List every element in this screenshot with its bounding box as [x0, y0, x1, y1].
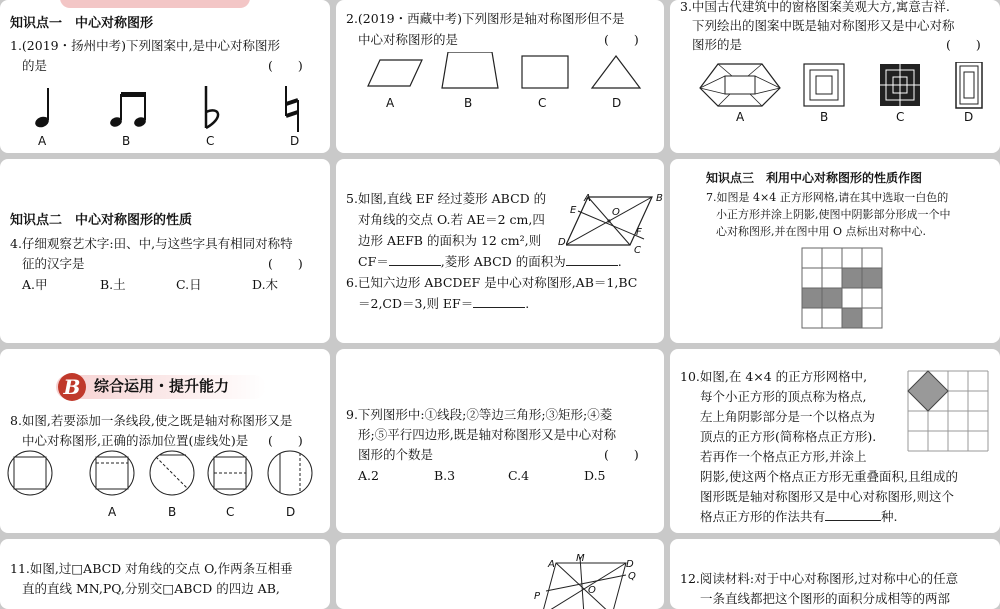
q9-choice-d: D.5	[584, 468, 606, 483]
grid-cell-white[interactable]	[802, 248, 822, 268]
tall-frame-icon	[956, 62, 982, 108]
fig5-label-e: E	[570, 205, 577, 216]
panel-q5-q6	[336, 159, 664, 343]
grid-cell-white[interactable]	[842, 248, 862, 268]
q2-option-d: D	[612, 96, 622, 110]
q2-text-line1: 2.(2019・西藏中考)下列图形是轴对称图形但不是	[346, 11, 625, 26]
triangle-shape	[592, 56, 640, 88]
q10-grid	[906, 369, 990, 453]
fig11-label-m: M	[576, 553, 585, 564]
panel-q11	[0, 539, 330, 609]
q1-option-b: B	[122, 134, 131, 148]
grid-cell-shaded[interactable]	[862, 268, 882, 288]
q10-text-line4: 顶点的正方形(简称格点正方形).	[700, 429, 877, 444]
q6-ef-blank[interactable]	[473, 295, 525, 308]
panel-q8	[0, 349, 330, 533]
q5-cf-label: CF＝	[358, 254, 389, 269]
fig5-label-c: C	[634, 245, 641, 256]
panel-q4	[0, 159, 330, 343]
badge-title: 综合运用・提升能力	[94, 377, 230, 395]
grid-cell-shaded[interactable]	[822, 288, 842, 308]
q8-option-c: C	[226, 505, 235, 519]
fan-window-icon	[700, 64, 780, 106]
fig11-label-o: O	[588, 585, 596, 596]
q10-text-line7: 图形既是轴对称图形又是中心对称图形,则这个	[700, 489, 954, 504]
grid-cell-white[interactable]	[842, 288, 862, 308]
q9-choice-c: C.4	[508, 468, 530, 483]
grid-cell-white[interactable]	[862, 308, 882, 328]
grid-cell-shaded[interactable]	[802, 288, 822, 308]
q9-choice-a: A.2	[358, 468, 379, 483]
grid-cell-white[interactable]	[802, 308, 822, 328]
q4-choice-c: C.日	[176, 277, 202, 292]
q5-text-line4: CF＝ ,菱形 ABCD 的面积为 .	[358, 254, 622, 269]
fig11-label-a: A	[548, 559, 555, 570]
q7-text-line1: 7.如图是 4×4 正方形网格,请在其中选取一白色的	[706, 191, 949, 204]
fig11-label-q: Q	[628, 571, 636, 582]
q6-text-line2: ＝2,CD＝3,则 EF＝ .	[358, 296, 530, 311]
q6-text-line1: 6.已知六边形 ABCDEF 是中心对称图形,AB＝1,BC	[346, 275, 638, 290]
q1-option-d: D	[290, 134, 300, 148]
panel-q7	[670, 159, 1000, 343]
q8-option-d: D	[286, 505, 296, 519]
q11-text-line2: 直的直线 MN,PQ,分别交□ABCD 的四边 AB,	[22, 581, 280, 596]
q2-shapes	[336, 52, 664, 102]
figure-a	[90, 451, 134, 495]
fig11-label-p: P	[534, 591, 541, 602]
rectangle-shape	[522, 56, 568, 88]
q3-option-d: D	[964, 110, 974, 124]
grid-cell-white[interactable]	[802, 268, 822, 288]
grid-cell-white[interactable]	[862, 248, 882, 268]
panel-q11-figure	[336, 539, 664, 609]
grid-cell-white[interactable]	[822, 308, 842, 328]
q8-text-line1: 8.如图,若要添加一条线段,使之既是轴对称图形又是	[10, 413, 293, 428]
q10-text-line2: 每个小正方形的顶点称为格点,	[700, 389, 867, 404]
q1-option-a: A	[38, 134, 47, 148]
q5-text-line2: 对角线的交点 O.若 AE＝2 cm,四	[358, 212, 545, 227]
figure-c	[208, 451, 252, 495]
panel-q1	[0, 0, 330, 153]
q1-option-c: C	[206, 134, 215, 148]
flat-sign-icon	[206, 86, 218, 128]
q10-text-line1: 10.如图,在 4×4 的正方形网格中,	[680, 369, 868, 384]
q1-text-line2: 的是	[22, 58, 48, 73]
q5-text-line1: 5.如图,直线 EF 经过菱形 ABCD 的	[346, 191, 547, 206]
window-patterns	[670, 62, 1000, 112]
parallelogram-shape	[368, 60, 422, 86]
q5-area-label: ,菱形 ABCD 的面积为	[440, 254, 566, 269]
q2-text-line2: 中心对称图形的是	[358, 32, 459, 47]
grid-cell-shaded[interactable]	[842, 308, 862, 328]
q7-text-line2: 小正方形并涂上阴影,使图中阴影部分形成一个中	[716, 208, 951, 221]
q9-text-line1: 9.下列图形中:①线段;②等边三角形;③矩形;④菱	[346, 407, 613, 422]
q2-option-a: A	[386, 96, 395, 110]
figure-d	[268, 451, 312, 495]
q3-text-line1: 3.中国古代建筑中的窗格图案美观大方,寓意吉祥.	[680, 0, 950, 14]
section-title-3: 知识点三 利用中心对称图形的性质作图	[706, 171, 923, 185]
grid-cell-white[interactable]	[862, 288, 882, 308]
q10-text-line3: 左上角阴影部分是一个以格点为	[700, 409, 876, 424]
q3-option-b: B	[820, 110, 829, 124]
q9-text-line2: 形;⑤平行四边形,既是轴对称图形又是中心对称	[358, 427, 617, 442]
natural-sign-icon	[286, 86, 298, 132]
q10-text-line8: 格点正方形的作法共有 种.	[700, 509, 898, 524]
q9-choice-b: B.3	[434, 468, 456, 483]
panel-q10	[670, 349, 1000, 533]
panel-q2	[336, 0, 664, 153]
q8-circle-figures	[0, 449, 330, 503]
trapezoid-shape	[442, 52, 498, 88]
q12-text-line1: 12.阅读材料:对于中心对称图形,过对称中心的任意	[680, 571, 959, 586]
quarter-note-icon	[34, 88, 51, 129]
section-title-2: 知识点二 中心对称图形的性质	[10, 213, 193, 228]
q8-option-b: B	[168, 505, 177, 519]
q11-text-line1: 11.如图,过□ABCD 对角线的交点 O,作两条互相垂	[10, 561, 293, 576]
q3-answer-paren: ( )	[946, 37, 981, 52]
music-symbols	[0, 82, 330, 142]
q4-choice-b: B.土	[100, 277, 126, 292]
q1-text-line1: 1.(2019・扬州中考)下列图案中,是中心对称图形	[10, 38, 280, 53]
q8-text-line2: 中心对称图形,正确的添加位置(虚线处)是	[22, 433, 249, 448]
dark-lattice-icon	[880, 64, 920, 106]
q7-text-line3: 心对称图形,并在图中用 O 点标出对称中心.	[716, 225, 927, 238]
q10-answer-blank[interactable]	[825, 508, 881, 521]
q10-text-line5: 若再作一个格点正方形,并涂上	[700, 449, 867, 464]
q7-grid[interactable]	[801, 247, 883, 329]
grid-cell-white[interactable]	[822, 268, 842, 288]
q3-text-line3: 图形的是	[692, 37, 743, 52]
section-title-1: 知识点一 中心对称图形	[10, 16, 154, 31]
grid-cell-shaded[interactable]	[842, 268, 862, 288]
q5-text-line3: 边形 AEFB 的面积为 12 cm²,则	[358, 233, 542, 248]
panel-q12	[670, 539, 1000, 609]
panel-q9	[336, 349, 664, 533]
q2-option-b: B	[464, 96, 473, 110]
fig5-label-d: D	[558, 237, 566, 248]
q8-answer-paren: ( )	[268, 433, 303, 448]
shaded-grid-square	[908, 371, 948, 411]
figure-b	[150, 451, 194, 495]
q4-text-line1: 4.仔细观察艺术字:田、中,与这些字具有相同对称特	[10, 236, 293, 251]
q8-option-a: A	[108, 505, 117, 519]
q3-text-line2: 下列绘出的图案中既是轴对称图形又是中心对称	[692, 18, 955, 33]
q2-answer-paren: ( )	[604, 32, 639, 47]
grid-cell-white[interactable]	[822, 248, 842, 268]
q9-answer-paren: ( )	[604, 447, 639, 462]
q4-choice-a: A.甲	[22, 277, 48, 292]
q4-text-line2: 征的汉字是	[22, 256, 85, 271]
eighth-notes-icon	[109, 92, 147, 128]
badge-letter: B	[58, 373, 86, 401]
q5-cf-blank[interactable]	[389, 253, 441, 266]
square-lattice-icon	[804, 64, 844, 106]
q9-text-line3: 图形的个数是	[358, 447, 434, 462]
fig5-label-f: F	[636, 227, 642, 238]
q4-answer-paren: ( )	[268, 256, 303, 271]
q3-option-a: A	[736, 110, 745, 124]
q1-answer-paren: ( )	[268, 58, 303, 73]
fig5-label-a: A	[584, 193, 591, 204]
section-banner-partial	[60, 0, 250, 8]
fig11-label-d: D	[626, 559, 634, 570]
q3-option-c: C	[896, 110, 905, 124]
panel-q3	[670, 0, 1000, 153]
fig5-label-b: B	[656, 193, 663, 204]
figure-plain	[8, 451, 52, 495]
rhombus-figure	[566, 189, 664, 259]
fig5-label-o: O	[612, 207, 620, 218]
q4-choice-d: D.木	[252, 277, 279, 292]
q2-option-c: C	[538, 96, 547, 110]
q10-text-line6: 阴影,使这两个格点正方形无重叠面积,且组成的	[700, 469, 958, 484]
q12-text-line2: 一条直线都把这个图形的面积分成相等的两部	[700, 591, 951, 606]
